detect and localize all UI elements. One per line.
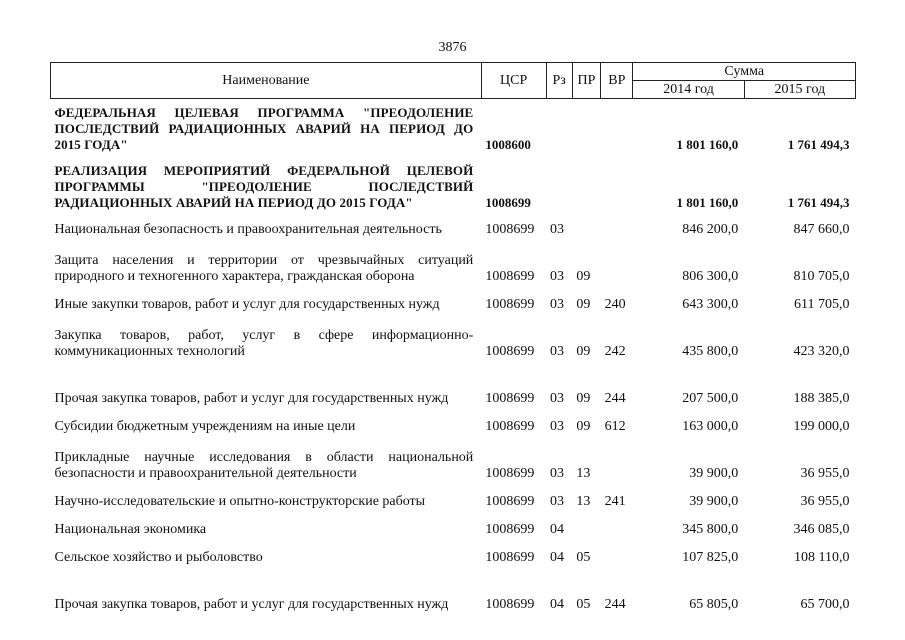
header-rz: Рз — [546, 63, 572, 99]
row-sum-2015: 36 955,0 — [800, 494, 850, 509]
row-sum-2014: 345 800,0 — [682, 522, 739, 537]
row-csr: 1008699 — [485, 344, 535, 359]
row-name: Субсидии бюджетным учреждениям на иные цели — [54, 419, 356, 434]
row-rz: 03 — [550, 466, 565, 481]
row-pr — [572, 153, 600, 211]
row-rz: 04 — [550, 522, 565, 537]
header-name: Наименование — [51, 63, 482, 99]
row-vr: 241 — [604, 494, 626, 509]
row-rz: 04 — [550, 597, 565, 612]
row-vr — [601, 511, 633, 539]
row-sum-2015: 199 000,0 — [793, 419, 850, 434]
table-row — [51, 408, 856, 436]
row-rz: 03 — [550, 269, 565, 284]
row-csr: 1008699 — [485, 297, 535, 312]
row-sum-2015: 611 705,0 — [794, 297, 850, 312]
row-sum-2014: 207 500,0 — [682, 391, 739, 406]
table-row — [51, 436, 856, 483]
row-rz: 03 — [550, 344, 565, 359]
header-pr: ПР — [572, 63, 600, 99]
row-rz: 03 — [550, 494, 565, 509]
header-year-2015: 2015 год — [744, 81, 855, 99]
row-sum-2015: 810 705,0 — [793, 269, 850, 284]
row-name: Прочая закупка товаров, работ и услуг для государственных нужд — [54, 391, 449, 406]
row-sum-2015: 423 320,0 — [793, 344, 850, 359]
header-csr: ЦСР — [481, 63, 546, 99]
row-sum-2015: 1 761 494,3 — [787, 195, 850, 210]
row-sum-2015: 847 660,0 — [793, 222, 850, 237]
row-csr: 1008699 — [485, 195, 531, 210]
table-row — [51, 153, 856, 211]
row-rz: 03 — [550, 391, 565, 406]
row-name: Прикладные научные исследования в области национальной безопасности и правоохранительной деятельности — [54, 450, 474, 481]
row-sum-2014: 39 900,0 — [689, 466, 739, 481]
row-pr: 05 — [576, 550, 591, 565]
row-csr: 1008699 — [485, 550, 535, 565]
row-vr: 612 — [604, 419, 626, 434]
row-csr: 1008699 — [485, 522, 535, 537]
page-number: 3876 — [438, 40, 467, 55]
table-row — [51, 99, 856, 154]
header-vr: ВР — [601, 63, 633, 99]
row-sum-2014: 39 900,0 — [689, 494, 739, 509]
table-body — [51, 99, 856, 615]
row-csr: 1008699 — [485, 466, 535, 481]
row-sum-2014: 435 800,0 — [682, 344, 739, 359]
row-name: Прочая закупка товаров, работ и услуг для государственных нужд — [54, 597, 449, 612]
table-row — [51, 239, 856, 286]
row-sum-2015: 108 110,0 — [794, 550, 850, 565]
row-pr — [572, 99, 600, 154]
row-name: Закупка товаров, работ, услуг в сфере информационно-коммуникационных технологий — [54, 328, 474, 359]
row-name: РЕАЛИЗАЦИЯ МЕРОПРИЯТИЙ ФЕДЕРАЛЬНОЙ ЦЕЛЕВОЙ ПРОГРАММЫ "ПРЕОДОЛЕНИЕ ПОСЛЕДСТВИЙ РАДИАЦИОННЫХ АВАРИЙ НА ПЕРИОД ДО 2015 ГОДА" — [54, 163, 474, 210]
row-vr: 240 — [604, 297, 626, 312]
row-rz: 03 — [550, 222, 565, 237]
row-csr: 1008699 — [485, 597, 535, 612]
row-pr: 09 — [576, 269, 591, 284]
row-csr: 1008699 — [485, 222, 535, 237]
row-sum-2014: 806 300,0 — [682, 269, 739, 284]
row-pr: 09 — [576, 344, 591, 359]
row-pr: 13 — [576, 466, 591, 481]
row-vr — [601, 539, 633, 567]
row-csr: 1008600 — [485, 137, 531, 152]
row-name: Иные закупки товаров, работ и услуг для государственных нужд — [54, 297, 440, 312]
row-pr — [572, 511, 600, 539]
row-sum-2015: 188 385,0 — [793, 391, 850, 406]
row-rz: 03 — [550, 419, 565, 434]
row-name: Национальная экономика — [54, 522, 207, 537]
row-rz: 04 — [550, 550, 565, 565]
table-row — [51, 539, 856, 567]
table-row — [51, 483, 856, 511]
row-name: Национальная безопасность и правоохранительная деятельность — [54, 222, 442, 237]
budget-table — [50, 62, 856, 614]
row-vr — [601, 436, 633, 483]
row-vr — [601, 99, 633, 154]
header-year-2014: 2014 год — [633, 81, 744, 99]
row-vr: 244 — [604, 391, 626, 406]
row-pr: 09 — [576, 419, 591, 434]
row-sum-2014: 643 300,0 — [682, 297, 739, 312]
table-row — [51, 286, 856, 314]
row-csr: 1008699 — [485, 494, 535, 509]
row-rz — [546, 99, 572, 154]
row-name: Сельское хозяйство и рыболовство — [54, 550, 263, 565]
table-row — [51, 211, 856, 239]
row-sum-2015: 346 085,0 — [793, 522, 850, 537]
row-vr: 242 — [604, 344, 626, 359]
row-sum-2015: 1 761 494,3 — [787, 137, 850, 152]
row-rz — [546, 153, 572, 211]
row-pr: 09 — [576, 297, 591, 312]
row-sum-2014: 65 805,0 — [689, 597, 739, 612]
row-sum-2014: 846 200,0 — [682, 222, 739, 237]
row-name: ФЕДЕРАЛЬНАЯ ЦЕЛЕВАЯ ПРОГРАММА "ПРЕОДОЛЕНИЕ ПОСЛЕДСТВИЙ РАДИАЦИОННЫХ АВАРИЙ НА ПЕРИОД ДО 2015 ГОДА" — [54, 105, 474, 152]
row-sum-2014: 107 825,0 — [682, 550, 739, 565]
row-name: Научно-исследовательские и опытно-конструкторские работы — [54, 494, 426, 509]
row-csr: 1008699 — [485, 391, 535, 406]
table-row — [51, 361, 856, 408]
row-csr: 1008699 — [485, 419, 535, 434]
header-sum: Сумма — [633, 63, 856, 81]
row-sum-2014: 163 000,0 — [682, 419, 739, 434]
row-sum-2014: 1 801 160,0 — [676, 137, 739, 152]
row-sum-2014: 1 801 160,0 — [676, 195, 739, 210]
row-csr: 1008699 — [485, 269, 535, 284]
row-pr: 09 — [576, 391, 591, 406]
row-vr — [601, 211, 633, 239]
row-pr: 05 — [576, 597, 591, 612]
table-row — [51, 567, 856, 614]
row-vr — [601, 239, 633, 286]
row-vr: 244 — [604, 597, 626, 612]
row-name: Защита населения и территории от чрезвычайных ситуаций природного и техногенного характера, гражданская оборона — [54, 253, 474, 284]
row-pr: 13 — [576, 494, 591, 509]
row-pr — [572, 211, 600, 239]
row-sum-2015: 36 955,0 — [800, 466, 850, 481]
row-rz: 03 — [550, 297, 565, 312]
row-sum-2015: 65 700,0 — [800, 597, 850, 612]
table-row — [51, 511, 856, 539]
table-row — [51, 314, 856, 361]
table-header — [51, 63, 856, 99]
row-vr — [601, 153, 633, 211]
